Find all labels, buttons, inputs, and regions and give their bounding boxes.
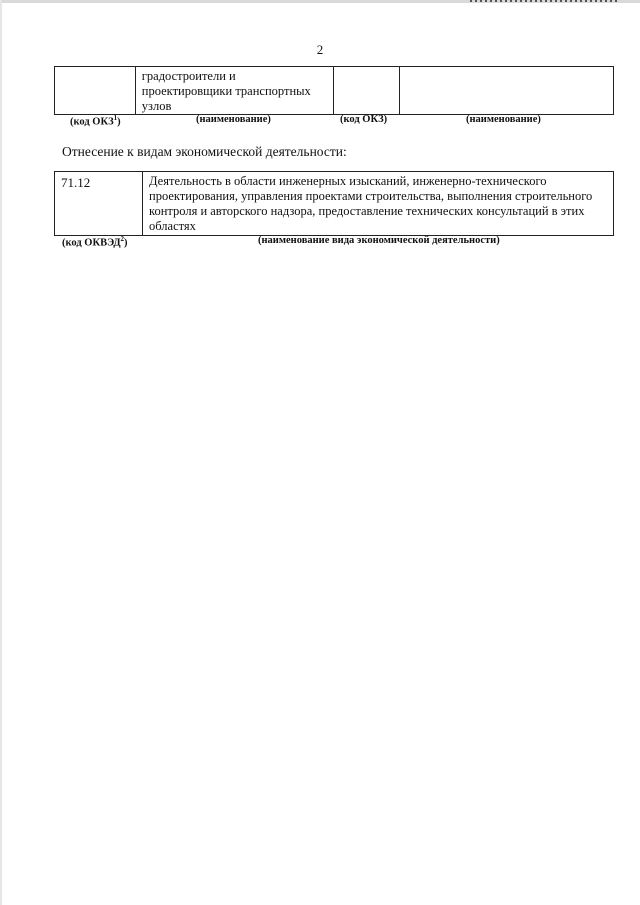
okz-name-line: проектировщики транспортных xyxy=(141,84,311,98)
okved-table xyxy=(54,171,614,236)
okved-name-line: Деятельность в области инженерных изысканий, инженерно-технического xyxy=(149,174,547,188)
scan-dots xyxy=(470,0,620,2)
okz-code-cell-2 xyxy=(334,67,400,115)
okz-table xyxy=(54,66,614,115)
footnote-mark: 2 xyxy=(120,235,125,243)
okved-code-caption xyxy=(62,235,128,249)
caption-text: (код ОКВЭД xyxy=(62,237,121,249)
caption-text: ) xyxy=(117,116,121,128)
caption-text: ) xyxy=(124,237,128,249)
footnote-mark: 1 xyxy=(113,114,118,122)
okz-name-line: узлов xyxy=(141,99,172,113)
scan-edge-left xyxy=(0,0,2,905)
table-row xyxy=(55,172,614,236)
okved-name-cell xyxy=(143,172,614,236)
okz-name-caption: (наименование) xyxy=(196,114,271,125)
okved-name-line: контроля и авторского надзора, предоставление технических консультаций в этих xyxy=(149,204,585,218)
section-heading: Отнесение к видам экономической деятельности: xyxy=(62,144,347,159)
okz-name-caption-2: (наименование) xyxy=(466,114,541,125)
okz-code-caption xyxy=(70,114,121,128)
okved-name-line: проектирования, управления проектами строительства, выполнения строительного xyxy=(149,189,593,203)
caption-text: (код ОКЗ xyxy=(70,116,114,128)
okved-name-line: областях xyxy=(149,219,196,233)
okz-name-cell-2 xyxy=(400,67,614,115)
okz-code-caption-2: (код ОКЗ) xyxy=(340,114,388,125)
okz-name-line: градостроители и xyxy=(141,69,236,83)
okz-name-cell-1 xyxy=(135,67,334,115)
okved-name-caption: (наименование вида экономической деятельности) xyxy=(258,235,500,246)
scan-edge-top xyxy=(0,0,640,3)
okz-code-cell-1 xyxy=(55,67,136,115)
page-number: 2 xyxy=(316,42,324,57)
okved-code-cell: 71.12 xyxy=(55,172,143,236)
table-row xyxy=(55,67,614,115)
